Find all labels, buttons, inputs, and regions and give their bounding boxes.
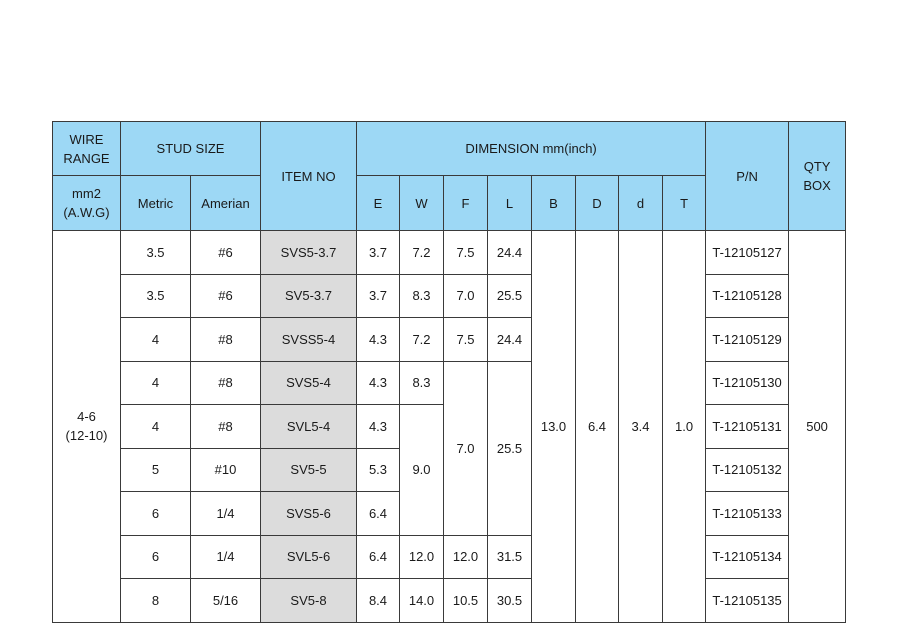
header-mm2: mm2 <box>72 186 101 201</box>
header-qty-box: QTY BOX <box>789 122 846 231</box>
amerian-cell: #6 <box>191 231 261 275</box>
spec-table <box>52 121 846 623</box>
dim-l-cell: 31.5 <box>488 535 532 579</box>
pn-cell: T-12105134 <box>706 535 789 579</box>
dim-e-cell: 3.7 <box>357 274 400 318</box>
header-dimension: DIMENSION mm(inch) <box>357 122 706 176</box>
header-dim-t: T <box>663 176 706 231</box>
amerian-cell: 1/4 <box>191 492 261 536</box>
metric-cell: 3.5 <box>121 231 191 275</box>
dim-b-cell: 13.0 <box>532 231 576 623</box>
item-no-cell: SVS5-3.7 <box>261 231 357 275</box>
dim-w-cell: 8.3 <box>400 274 444 318</box>
pn-cell: T-12105128 <box>706 274 789 318</box>
dim-e-cell: 6.4 <box>357 492 400 536</box>
dim-l-merged-cell: 25.5 <box>488 361 532 535</box>
wire-range-mm2: 4-6 <box>77 409 96 425</box>
amerian-cell: #8 <box>191 318 261 362</box>
header-dim-d: D <box>576 176 619 231</box>
item-no-cell: SVS5-4 <box>261 361 357 405</box>
dim-w-cell: 12.0 <box>400 535 444 579</box>
pn-cell: T-12105130 <box>706 361 789 405</box>
header-item-no: ITEM NO <box>261 122 357 231</box>
dim-d-cell: 6.4 <box>576 231 619 623</box>
dim-l-cell: 25.5 <box>488 274 532 318</box>
dim-t-cell: 1.0 <box>663 231 706 623</box>
table-row <box>53 318 846 362</box>
pn-cell: T-12105129 <box>706 318 789 362</box>
metric-cell: 3.5 <box>121 274 191 318</box>
dim-e-cell: 6.4 <box>357 535 400 579</box>
header-dim-b: B <box>532 176 576 231</box>
table-row <box>53 535 846 579</box>
amerian-cell: 5/16 <box>191 579 261 623</box>
item-no-cell: SV5-5 <box>261 448 357 492</box>
metric-cell: 4 <box>121 405 191 449</box>
amerian-cell: 1/4 <box>191 535 261 579</box>
table-row <box>53 231 846 275</box>
dim-f-merged-cell: 7.0 <box>444 361 488 535</box>
pn-cell: T-12105135 <box>706 579 789 623</box>
dim-w-cell: 7.2 <box>400 231 444 275</box>
header-wire-range: WIRE RANGE <box>53 122 121 176</box>
pn-cell: T-12105133 <box>706 492 789 536</box>
item-no-cell: SVL5-6 <box>261 535 357 579</box>
dim-w-cell: 7.2 <box>400 318 444 362</box>
dim-f-cell: 10.5 <box>444 579 488 623</box>
item-no-cell: SV5-3.7 <box>261 274 357 318</box>
dim-e-cell: 4.3 <box>357 318 400 362</box>
header-amerian: Amerian <box>191 176 261 231</box>
metric-cell: 4 <box>121 318 191 362</box>
header-mm2-awg <box>53 176 121 231</box>
item-no-cell: SVL5-4 <box>261 405 357 449</box>
dim-e-cell: 5.3 <box>357 448 400 492</box>
metric-cell: 4 <box>121 361 191 405</box>
dim-w-merged-cell: 9.0 <box>400 405 444 536</box>
qty-box-cell: 500 <box>789 231 846 623</box>
header-dim-f: F <box>444 176 488 231</box>
dim-f-cell: 7.5 <box>444 318 488 362</box>
pn-cell: T-12105131 <box>706 405 789 449</box>
amerian-cell: #8 <box>191 405 261 449</box>
header-dim-w: W <box>400 176 444 231</box>
header-metric: Metric <box>121 176 191 231</box>
header-dim-l: L <box>488 176 532 231</box>
metric-cell: 6 <box>121 535 191 579</box>
dim-l-cell: 24.4 <box>488 318 532 362</box>
dim-e-cell: 3.7 <box>357 231 400 275</box>
dim-l-cell: 24.4 <box>488 231 532 275</box>
dim-w-cell: 8.3 <box>400 361 444 405</box>
dim-w-cell: 14.0 <box>400 579 444 623</box>
wire-range-cell <box>53 231 121 623</box>
header-pn: P/N <box>706 122 789 231</box>
dim-e-cell: 4.3 <box>357 361 400 405</box>
metric-cell: 8 <box>121 579 191 623</box>
header-dim-e: E <box>357 176 400 231</box>
amerian-cell: #8 <box>191 361 261 405</box>
dim-e-cell: 4.3 <box>357 405 400 449</box>
table-row <box>53 361 846 405</box>
dim-f-cell: 12.0 <box>444 535 488 579</box>
metric-cell: 5 <box>121 448 191 492</box>
item-no-cell: SVSS5-4 <box>261 318 357 362</box>
header-awg: (A.W.G) <box>63 205 110 220</box>
dim-l-cell: 30.5 <box>488 579 532 623</box>
table-row <box>53 579 846 623</box>
amerian-cell: #6 <box>191 274 261 318</box>
dim-f-cell: 7.5 <box>444 231 488 275</box>
table-row <box>53 274 846 318</box>
dim-e-cell: 8.4 <box>357 579 400 623</box>
header-stud-size: STUD SIZE <box>121 122 261 176</box>
header-dim-small-d: d <box>619 176 663 231</box>
metric-cell: 6 <box>121 492 191 536</box>
pn-cell: T-12105127 <box>706 231 789 275</box>
dim-f-cell: 7.0 <box>444 274 488 318</box>
dim-small-d-cell: 3.4 <box>619 231 663 623</box>
pn-cell: T-12105132 <box>706 448 789 492</box>
item-no-cell: SVS5-6 <box>261 492 357 536</box>
wire-range-awg: (12-10) <box>65 428 108 444</box>
item-no-cell: SV5-8 <box>261 579 357 623</box>
amerian-cell: #10 <box>191 448 261 492</box>
